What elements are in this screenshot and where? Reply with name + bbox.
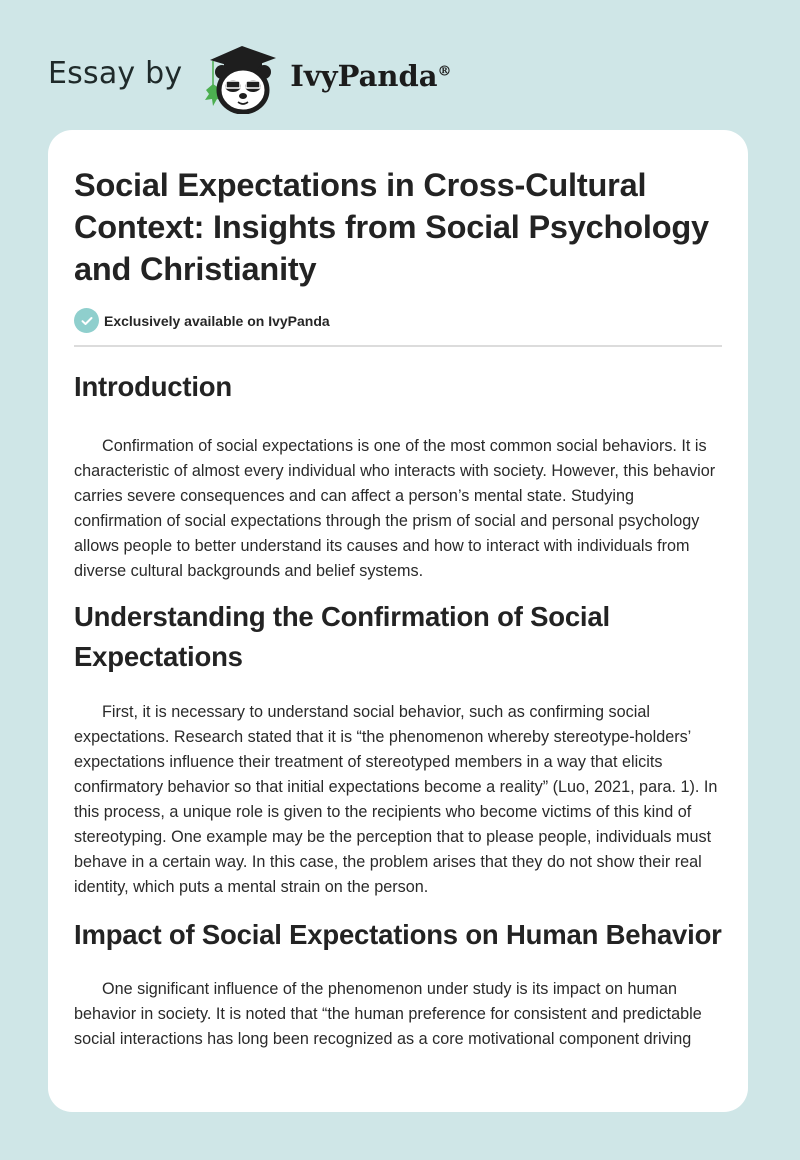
section-paragraph: One significant influence of the phenomenon under study is its impact on human behavior in society. It is noted that “the human preference for consistent and predictable social interactions has long been recognized as a core motivational component driving <box>74 980 702 1048</box>
section-impact-on-behavior <box>74 915 722 1052</box>
section-introduction <box>74 367 722 584</box>
section-heading: Impact of Social Expectations on Human Behavior <box>74 919 722 950</box>
section-paragraph: First, it is necessary to understand social behavior, such as confirming social expectations. Research stated that it is “the phenomenon whereby stereotype-holders’ expectations influence their treatment of stereotyped members in a way that elicits confirmatory behavior so that initial expectations become a reality” (Luo, 2021, para. 1). In this process, a unique role is given to the recipients who become victims of this kind of stereotyping. One example may be the perception that to please people, individuals must behave in a certain way. In this case, the problem arises that they do not show their real identity, which puts a mental strain on the person. <box>74 703 718 896</box>
check-circle-icon <box>74 308 99 333</box>
panda-graduate-icon <box>200 38 284 114</box>
brand-name: IvyPanda® <box>290 59 452 93</box>
section-heading: Understanding the Confirmation of Social Expectations <box>74 601 610 672</box>
divider <box>74 345 722 347</box>
section-paragraph: Confirmation of social expectations is one of the most common social behaviors. It is characteristic of almost every individual who interacts with society. However, this behavior carries severe consequences and can affect a person’s mental state. Studying confirmation of social expectations through the prism of social and personal psychology allows people to better understand its causes and how to interact with individuals from diverse cultural backgrounds and belief systems. <box>74 437 716 580</box>
section-understanding-confirmation <box>74 597 722 900</box>
essay-card <box>48 130 748 1112</box>
exclusive-badge-text: Exclusively available on IvyPanda <box>104 312 330 329</box>
site-header <box>48 36 452 116</box>
page-title: Social Expectations in Cross-Cultural Context: Insights from Social Psychology and Christianity <box>74 167 709 287</box>
essay-by-label: Essay by <box>48 55 183 91</box>
ivypanda-logo-link[interactable] <box>200 38 451 114</box>
section-heading: Introduction <box>74 371 232 402</box>
exclusive-badge <box>74 308 722 333</box>
